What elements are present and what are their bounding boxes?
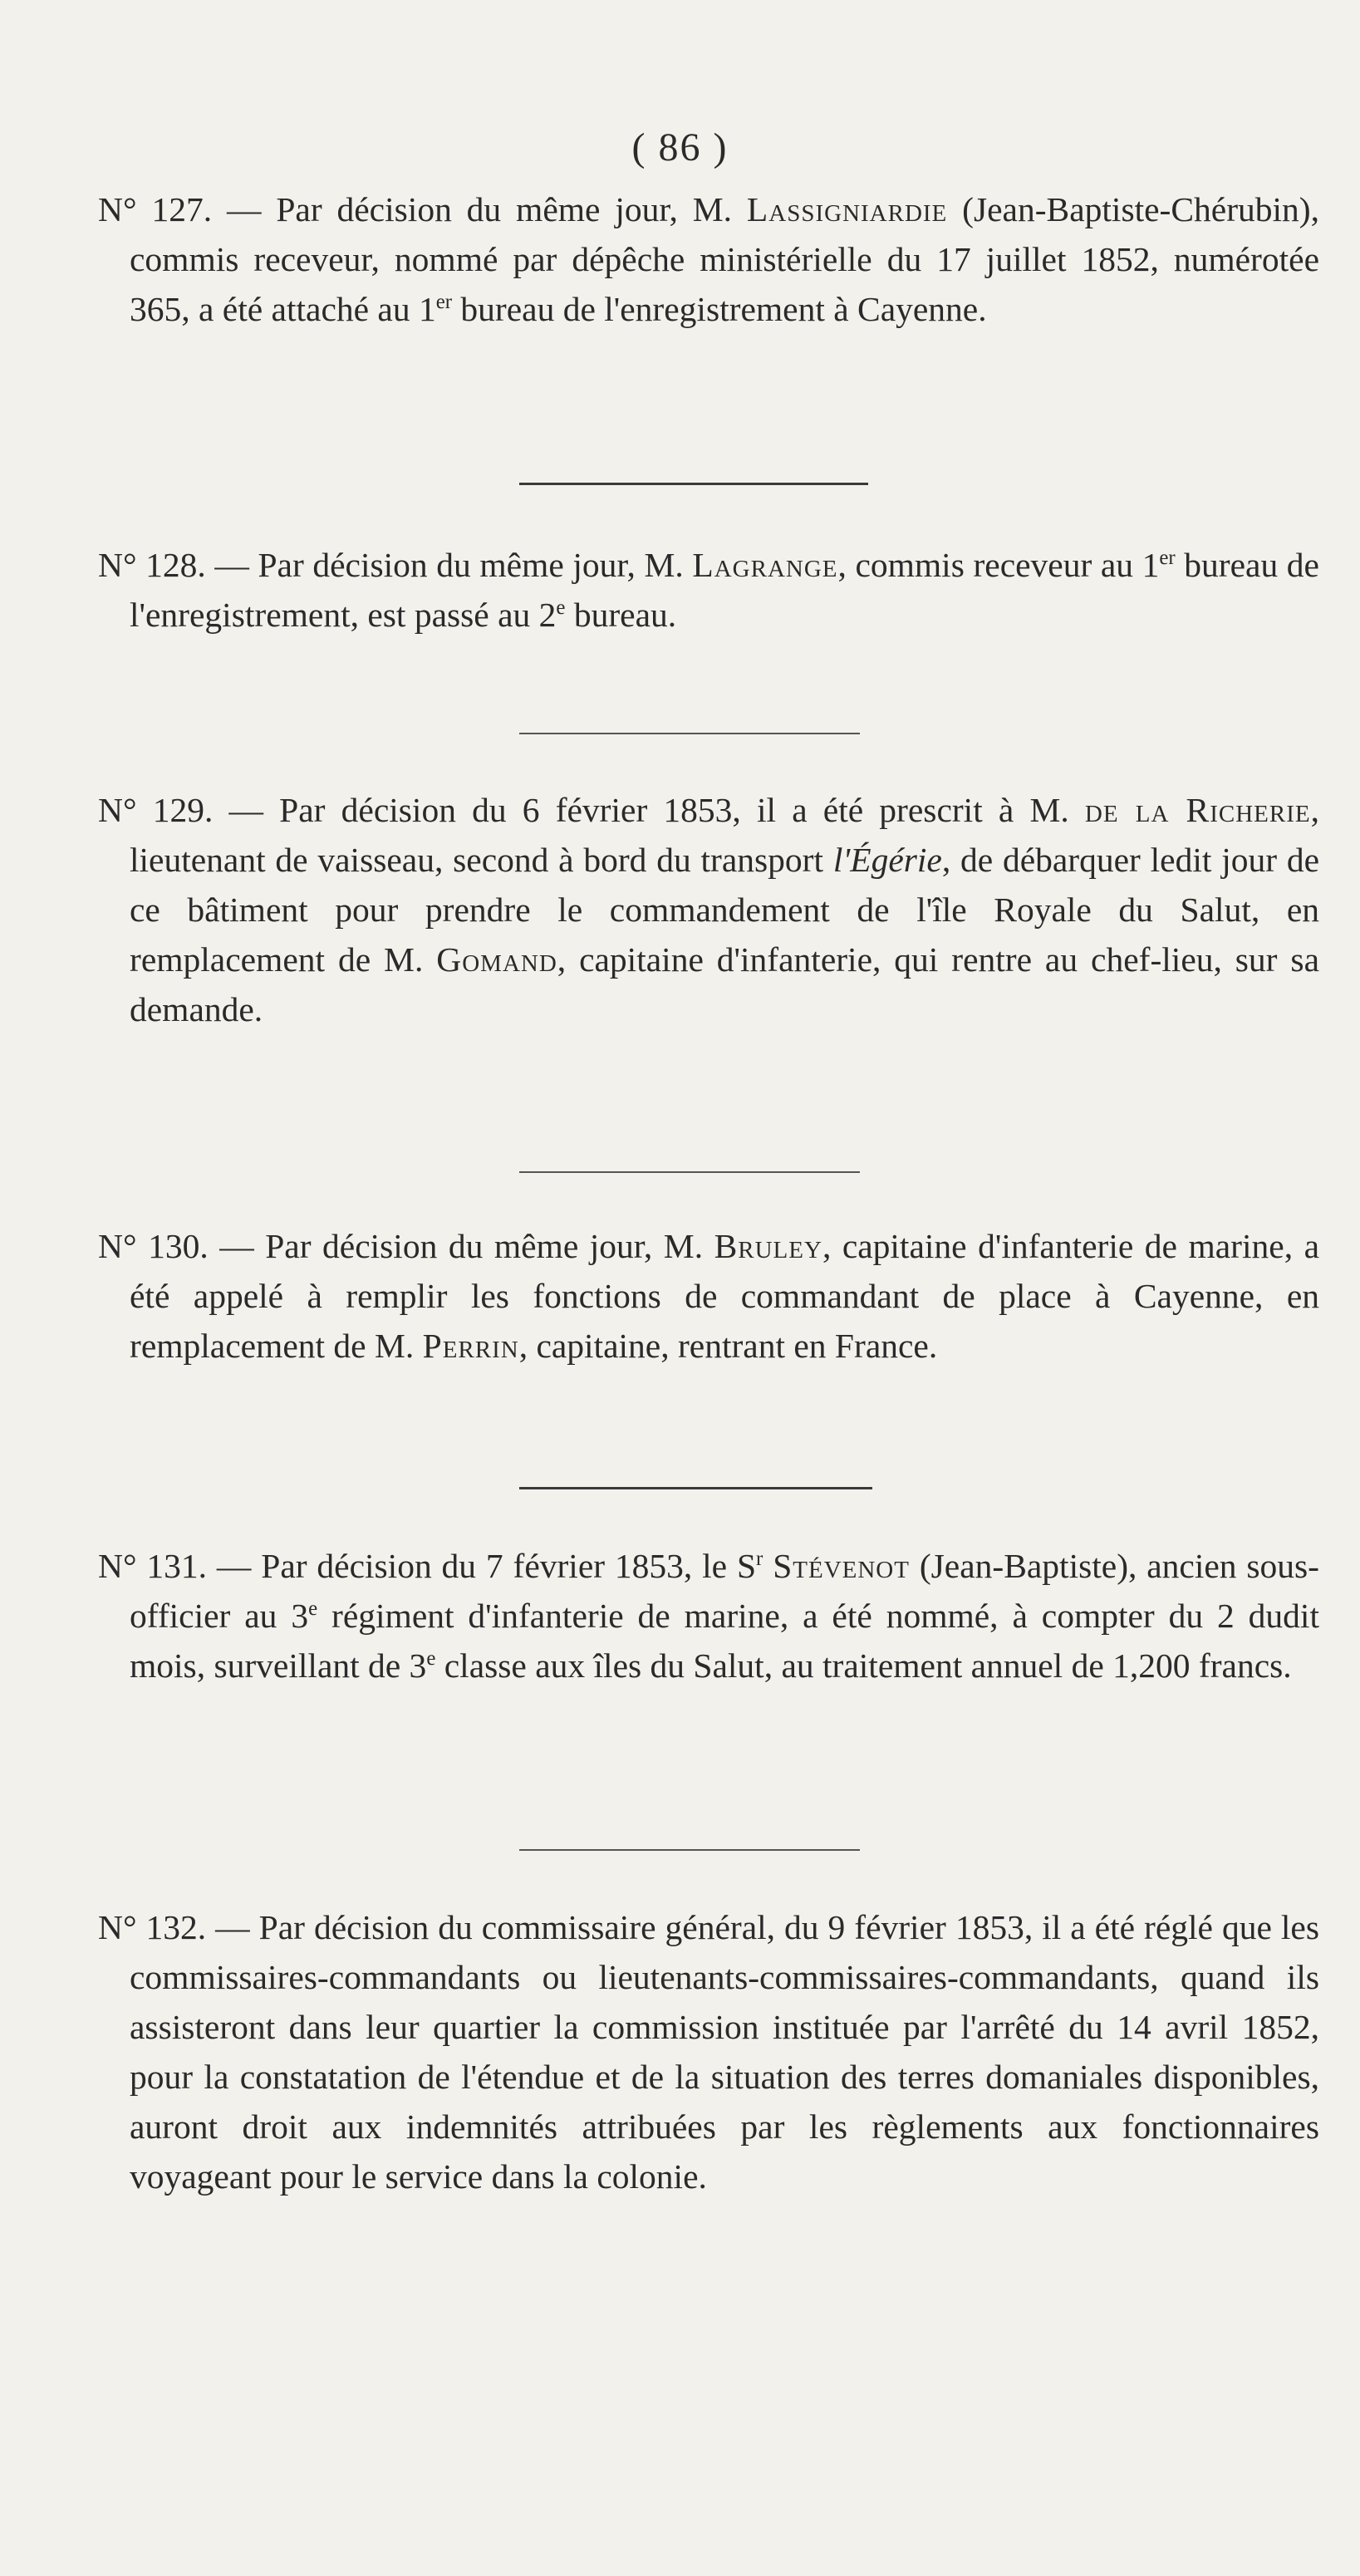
name-small-caps: Lassigniardie [746,190,948,228]
entry-130 [98,1221,1319,1371]
page-number: ( 86 ) [631,125,729,169]
superscript: r [756,1548,763,1571]
entry-128 [98,540,1319,640]
text-run: bureau de l'enregistrement, est passé au 2 [130,546,1319,634]
separator-rule [519,1849,860,1851]
entry-text [98,1902,1319,2201]
text-run: — Par décision du même jour, M. [205,546,693,584]
entry-text [98,1221,1319,1371]
entry-132 [98,1902,1319,2201]
entry-text [98,184,1319,334]
text-run: — Par décision du même jour, M. [208,1227,714,1265]
separator-rule [519,1171,860,1173]
text-run: , lieutenant de vaisseau, second à bord du transport [130,791,1319,879]
entry-number: N° 132. [98,1908,207,1946]
entry-131 [98,1541,1319,1690]
entry-127 [98,184,1319,334]
text-run: (Jean-Baptiste-Chérubin), commis receveur, nommé par dépêche ministérielle du 17 juillet 1852, numérotée 365, a été attaché au 1 [130,190,1320,328]
name-small-caps: Bruley [714,1227,822,1265]
entry-129 [98,785,1319,1034]
text-run: bureau. [565,596,677,634]
text-run: bureau de l'enregistrement à Cayenne. [452,290,987,328]
entry-number: N° 130. [98,1227,209,1265]
superscript: e [426,1647,436,1671]
name-small-caps: Perrin [422,1327,519,1365]
text-run: , commis receveur au 1 [837,546,1160,584]
name-small-caps: de la Richerie [1084,791,1311,829]
text-run: (Jean-Baptiste), ancien sous-officier au 3 [130,1547,1320,1635]
text-run: , capitaine d'infanterie, qui rentre au chef-lieu, sur sa demande. [130,940,1320,1028]
superscript: er [1159,547,1176,570]
text-run [763,1547,773,1585]
superscript: e [308,1597,318,1621]
text-run: — Par décision du 6 février 1853, il a été prescrit à M. [213,791,1085,829]
text-run: , capitaine d'infanterie de marine, a été appelé à remplir les fonctions de commandant de place à Cayenne, en remplacement de M. [130,1227,1319,1365]
text-run: , capitaine, rentrant en France. [518,1327,938,1365]
entry-number: N° 127. [98,190,213,228]
separator-rule [519,733,860,734]
name-small-caps: Lagrange [692,546,838,584]
text-run: classe aux îles du Salut, au traitement annuel de 1,200 francs. [435,1646,1292,1685]
ship-name-italic: l'Égérie [832,841,942,879]
separator-rule [519,483,868,485]
entry-number: N° 131. [98,1547,208,1585]
name-small-caps: Stévenot [773,1547,910,1585]
text-run: régiment d'infanterie de marine, a été nommé, à compter du 2 dudit mois, surveillant de 3 [130,1597,1319,1685]
text-run: — Par décision du 7 février 1853, le S [207,1547,757,1585]
text-run: — Par décision du même jour, M. [212,190,747,228]
entry-number: N° 129. [98,791,214,829]
entry-text [98,540,1319,640]
superscript: er [435,291,453,314]
entry-number: N° 128. [98,546,206,584]
text-run: — Par décision du commissaire général, du 9 février 1853, il a été réglé que les commissaires-commandants ou lieutenants-commissaires-commandants, quand ils assisteront dans leur quartier la commission instituée par l'arrêté du 14 avril 1852, pour la constatation de l'étendue et de la situation des terres domaniales disponibles, auront droit aux indemnités attribuées par les règlements aux fonctionnaires voyageant pour le service dans la colonie. [130,1908,1319,2196]
text-run: , de débarquer ledit jour de ce bâtiment pour prendre le commandement de l'île Royale du Salut, en remplacement de M. [130,841,1319,979]
name-small-caps: Gomand [436,940,557,979]
entry-text [98,1541,1319,1690]
superscript: e [556,596,566,620]
entry-text [98,785,1319,1034]
separator-rule [519,1487,872,1489]
